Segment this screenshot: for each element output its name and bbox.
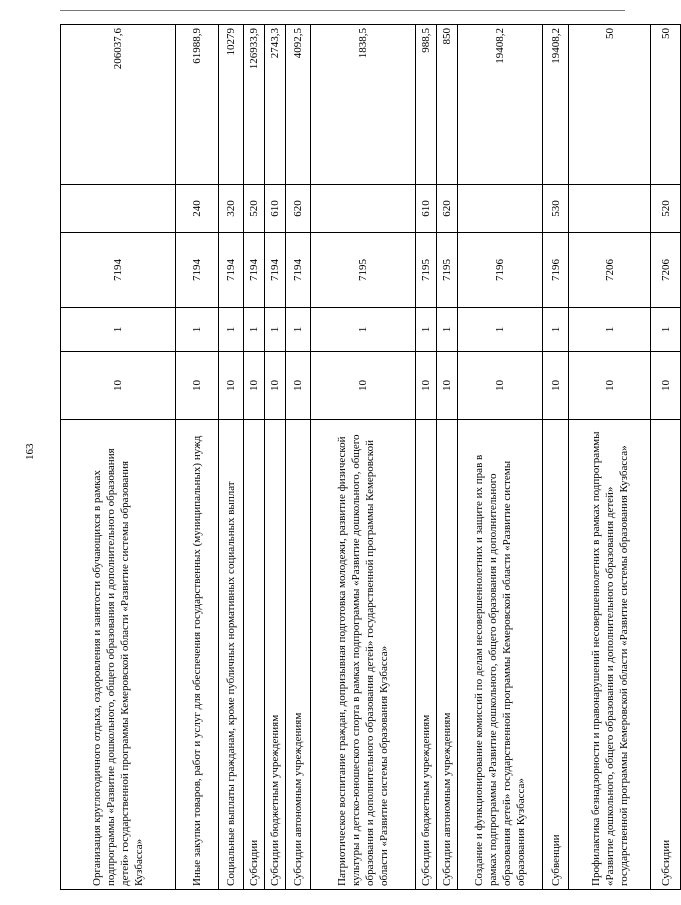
subsection-cell: 1 — [569, 308, 651, 352]
section-cell: 10 — [311, 352, 416, 420]
amount-cell: 50 — [651, 25, 681, 185]
expense-type-cell: 610 — [265, 185, 286, 233]
section-cell: 10 — [569, 352, 651, 420]
subsection-cell: 1 — [286, 308, 311, 352]
budget-table-body — [61, 25, 681, 890]
row-name-cell: Субсидии автономным учреждениям — [437, 420, 458, 890]
target-article-cell: 7194 — [176, 233, 219, 308]
table-row — [244, 25, 265, 890]
row-name-cell: Социальные выплаты гражданам, кроме публичных нормативных социальных выплат — [219, 420, 244, 890]
amount-cell: 1838,5 — [311, 25, 416, 185]
section-cell: 10 — [437, 352, 458, 420]
subsection-cell: 1 — [219, 308, 244, 352]
section-cell: 10 — [219, 352, 244, 420]
table-row — [311, 25, 416, 890]
target-article-cell: 7194 — [61, 233, 176, 308]
row-name-cell: Субвенции — [543, 420, 569, 890]
subsection-cell: 1 — [416, 308, 437, 352]
top-rule-line — [60, 10, 625, 11]
table-row — [543, 25, 569, 890]
target-article-cell: 7194 — [219, 233, 244, 308]
row-name-cell: Субсидии — [244, 420, 265, 890]
amount-cell: 2743,3 — [265, 25, 286, 185]
target-article-cell: 7194 — [286, 233, 311, 308]
amount-cell: 61988,9 — [176, 25, 219, 185]
subsection-cell: 1 — [458, 308, 543, 352]
row-name-cell: Иные закупки товаров, работ и услуг для обеспечения государственных (муниципальных) нужд — [176, 420, 219, 890]
table-row — [569, 25, 651, 890]
subsection-cell: 1 — [176, 308, 219, 352]
section-cell: 10 — [543, 352, 569, 420]
expense-type-cell — [61, 185, 176, 233]
row-name-cell: Субсидии — [651, 420, 681, 890]
expense-type-cell: 530 — [543, 185, 569, 233]
target-article-cell: 7195 — [311, 233, 416, 308]
section-cell: 10 — [458, 352, 543, 420]
subsection-cell: 1 — [651, 308, 681, 352]
section-cell: 10 — [244, 352, 265, 420]
expense-type-cell — [311, 185, 416, 233]
row-name-cell: Организация круглогодичного отдыха, оздоровления и занятости обучающихся в рамках подпрограммы «Развитие дошкольного, общего образования и дополнительного образования детей» государственной программы Кемеровской области «Развитие системы образования Кузбасса» — [61, 420, 176, 890]
target-article-cell: 7194 — [265, 233, 286, 308]
section-cell: 10 — [286, 352, 311, 420]
expense-type-cell: 610 — [416, 185, 437, 233]
amount-cell: 850 — [437, 25, 458, 185]
amount-cell: 50 — [569, 25, 651, 185]
expense-type-cell: 320 — [219, 185, 244, 233]
row-name-cell: Субсидии бюджетным учреждениям — [265, 420, 286, 890]
target-article-cell: 7206 — [569, 233, 651, 308]
page-number: 163 — [24, 443, 36, 461]
amount-cell: 206037,6 — [61, 25, 176, 185]
expense-type-cell: 520 — [651, 185, 681, 233]
target-article-cell: 7196 — [458, 233, 543, 308]
rotated-table-container — [60, 25, 672, 890]
row-name-cell: Создание и функционирование комиссий по делам несовершеннолетних и защите их прав в рамках подпрограммы «Развитие дошкольного, общего образования и дополнительного образования детей» государственной программы Кемеровской области «Развитие системы образования Кузбасса» — [458, 420, 543, 890]
row-name-cell: Субсидии бюджетным учреждениям — [416, 420, 437, 890]
amount-cell: 4092,5 — [286, 25, 311, 185]
subsection-cell: 1 — [437, 308, 458, 352]
section-cell: 10 — [651, 352, 681, 420]
row-name-cell: Субсидии автономным учреждениям — [286, 420, 311, 890]
expense-type-cell: 240 — [176, 185, 219, 233]
amount-cell: 19408,2 — [543, 25, 569, 185]
subsection-cell: 1 — [265, 308, 286, 352]
table-row — [219, 25, 244, 890]
expense-type-cell: 620 — [437, 185, 458, 233]
amount-cell: 19408,2 — [458, 25, 543, 185]
table-row — [61, 25, 176, 890]
subsection-cell: 1 — [543, 308, 569, 352]
section-cell: 10 — [61, 352, 176, 420]
table-row — [651, 25, 681, 890]
target-article-cell: 7194 — [244, 233, 265, 308]
budget-table — [60, 24, 681, 890]
target-article-cell: 7196 — [543, 233, 569, 308]
section-cell: 10 — [265, 352, 286, 420]
amount-cell: 10279 — [219, 25, 244, 185]
target-article-cell: 7195 — [416, 233, 437, 308]
row-name-cell: Профилактика безнадзорности и правонарушений несовершеннолетних в рамках подпрограммы «Развитие дошкольного, общего образования и дополнительного образования детей» государственной программы Кемеровской области «Развитие системы образования Кузбасса» — [569, 420, 651, 890]
subsection-cell: 1 — [244, 308, 265, 352]
expense-type-cell — [458, 185, 543, 233]
amount-cell: 126933,9 — [244, 25, 265, 185]
section-cell: 10 — [416, 352, 437, 420]
table-row — [286, 25, 311, 890]
target-article-cell: 7206 — [651, 233, 681, 308]
row-name-cell: Патриотическое воспитание граждан, допризывная подготовка молодежи, развитие физической культуры и детско-юношеского спорта в рамках подпрограммы «Развитие дошкольного, общего образования и дополнительного образования детей» государственной программы Кемеровской области «Развитие системы образования Кузбасса» — [311, 420, 416, 890]
table-row — [176, 25, 219, 890]
target-article-cell: 7195 — [437, 233, 458, 308]
subsection-cell: 1 — [311, 308, 416, 352]
amount-cell: 988,5 — [416, 25, 437, 185]
table-row — [265, 25, 286, 890]
table-row — [437, 25, 458, 890]
table-row — [458, 25, 543, 890]
expense-type-cell: 620 — [286, 185, 311, 233]
section-cell: 10 — [176, 352, 219, 420]
expense-type-cell: 520 — [244, 185, 265, 233]
table-row — [416, 25, 437, 890]
subsection-cell: 1 — [61, 308, 176, 352]
expense-type-cell — [569, 185, 651, 233]
